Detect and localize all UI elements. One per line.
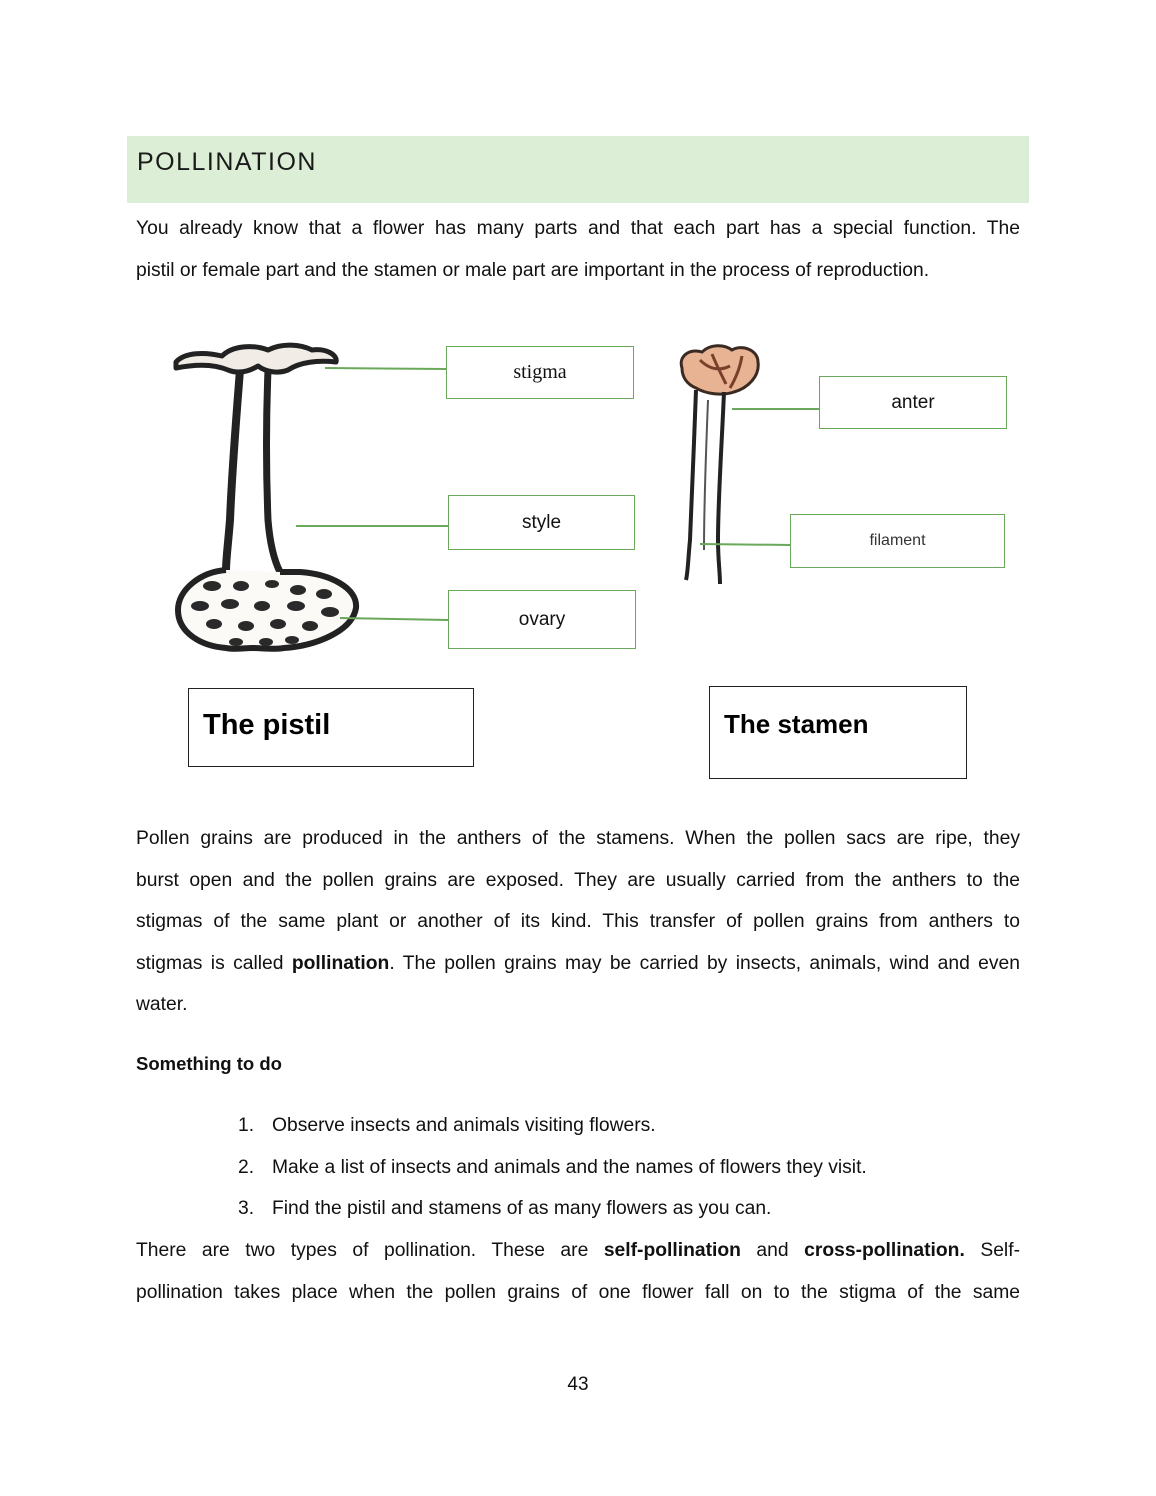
pollen-line-2: burst open and the pollen grains are exposed. They are usually carried from the anthers to the: [136, 869, 1020, 891]
pollen-line-5: water.: [136, 994, 188, 1015]
types-line-2: pollination takes place when the pollen grains of one flower fall on to the stigma of the same: [136, 1281, 1020, 1303]
pollen-line-4-post: . The pollen grains may be carried by insects, animals, wind and even: [389, 952, 1020, 974]
pollen-line-1: Pollen grains are produced in the anthers of the stamens. When the pollen sacs are ripe, they: [136, 828, 1020, 849]
pistil-caption: [188, 688, 474, 767]
intro-line-1: You already know that a flower has many parts and that each part has a special function. The: [136, 218, 1020, 239]
stamen-caption-text: The stamen: [724, 709, 869, 739]
list-item: 3. Find the pistil and stamens of as many flowers as you can.: [238, 1198, 772, 1219]
pollination-term: pollination: [291, 952, 390, 974]
pistil-illustration: [176, 345, 448, 649]
pistil-caption-text: The pistil: [203, 709, 331, 741]
list-item: 1. Observe insects and animals visiting flowers.: [238, 1115, 656, 1136]
pollen-paragraph: [136, 818, 1020, 1026]
pollen-line-3: stigmas of the same plant or another of its kind. This transfer of pollen grains from anthers to: [136, 911, 1020, 932]
types-paragraph: [136, 1230, 1020, 1313]
activity-heading: Something to do: [136, 1053, 282, 1074]
page-number: 43: [567, 1374, 589, 1395]
style-label: style: [448, 495, 635, 550]
ovary-label: ovary: [448, 590, 636, 649]
filament-label: filament: [790, 514, 1005, 568]
types-line-1: There are two types of pollination. These are self-pollination and cross-pollination. Self-: [136, 1240, 1020, 1261]
section-heading: POLLINATION: [137, 148, 317, 176]
anther-label: anter: [819, 376, 1007, 429]
stamen-caption: [709, 686, 967, 779]
cross-pollination-term: cross-pollination.: [804, 1240, 965, 1261]
stigma-label: stigma: [446, 346, 634, 399]
list-item: 2. Make a list of insects and animals and the names of flowers they visit.: [238, 1156, 867, 1178]
self-pollination-term: self-pollination: [603, 1240, 741, 1261]
pollen-line-4-pre: stigmas is called: [136, 952, 292, 974]
intro-line-2: pistil or female part and the stamen or male part are important in the process of reproduction.: [136, 259, 930, 281]
activity-list: [238, 1105, 867, 1230]
pollen-line-4: [136, 943, 1020, 985]
